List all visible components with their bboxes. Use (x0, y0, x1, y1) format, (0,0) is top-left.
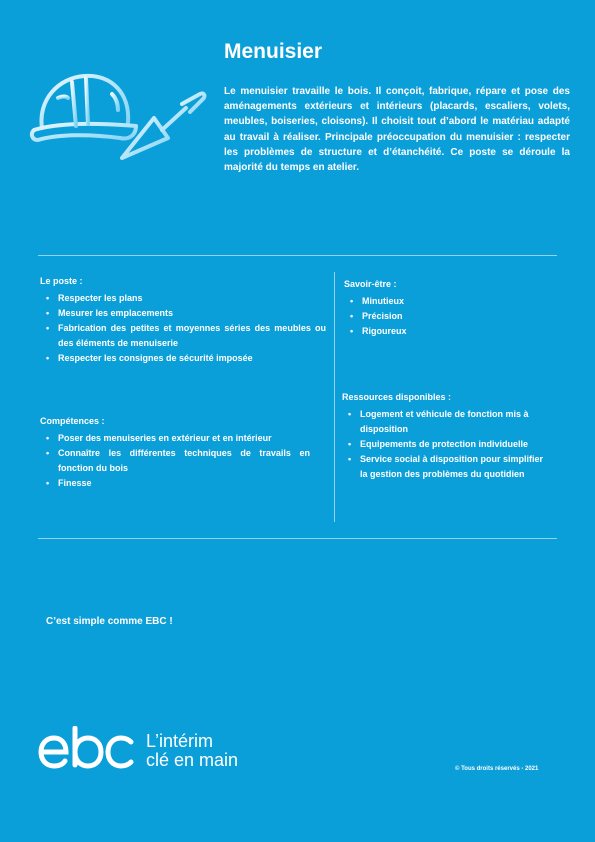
list-item: • Minutieux (344, 294, 544, 309)
competences-title: Compétences : (40, 416, 105, 426)
hard-hat-icon (32, 76, 136, 140)
tagline-line-2: clé en main (146, 750, 239, 770)
list-item: • Précision (344, 309, 544, 324)
top-divider (38, 255, 557, 256)
column-divider (334, 272, 335, 522)
poste-section (40, 276, 326, 366)
ressources-title: Ressources disponibles : (342, 392, 452, 402)
poste-title: Le poste : (40, 276, 83, 286)
savoir-etre-list (344, 294, 544, 339)
copyright: © Tous droits réservés - 2021 (455, 766, 539, 772)
page-title: Menuisier (224, 40, 323, 63)
list-item: • Service social à disposition pour simplifier la gestion des problèmes du quotidien (342, 452, 552, 482)
poste-list (40, 291, 326, 366)
list-item: • Finesse (40, 476, 310, 491)
competences-list (40, 431, 310, 491)
list-item: • Respecter les plans (40, 291, 326, 306)
ressources-list (342, 407, 552, 482)
list-item: • Mesurer les emplacements (40, 306, 326, 321)
list-item: • Poser des menuiseries en extérieur et en intérieur (40, 431, 310, 446)
competences-section (40, 416, 310, 491)
list-item: • Rigoureux (344, 324, 544, 339)
bottom-divider (38, 538, 557, 539)
ebc-logo (36, 726, 136, 772)
list-item: • Fabrication des petites et moyennes séries des meubles ou des éléments de menuiserie (40, 321, 326, 351)
tagline-line-1: L’intérim (146, 731, 214, 751)
ressources-section (342, 392, 552, 482)
savoir-etre-title: Savoir-être : (344, 279, 397, 289)
list-item: • Equipements de protection individuelle (342, 437, 552, 452)
slogan: C’est simple comme EBC ! (46, 616, 173, 627)
list-item: • Logement et véhicule de fonction mis à disposition (342, 407, 552, 437)
list-item: • Connaître les différentes techniques de travails en fonction du bois (40, 446, 310, 476)
list-item: • Respecter les consignes de sécurité imposée (40, 351, 326, 366)
intro-paragraph: Le menuisier travaille le bois. Il conçoit, fabrique, répare et pose des aménagements extérieurs et intérieurs (placards, escaliers, volets, meubles, boiseries, cloisons). Il choisit tout d’abord le matériau adapté au travail à réaliser. Principale préoccupation du menuisier : respecter les problèmes de structure et d’étanchéité. Ce poste se déroule la majorité du temps en atelier. (224, 86, 570, 174)
header-illustration (28, 64, 208, 174)
logo-tagline (146, 732, 238, 770)
savoir-etre-section (344, 279, 544, 339)
